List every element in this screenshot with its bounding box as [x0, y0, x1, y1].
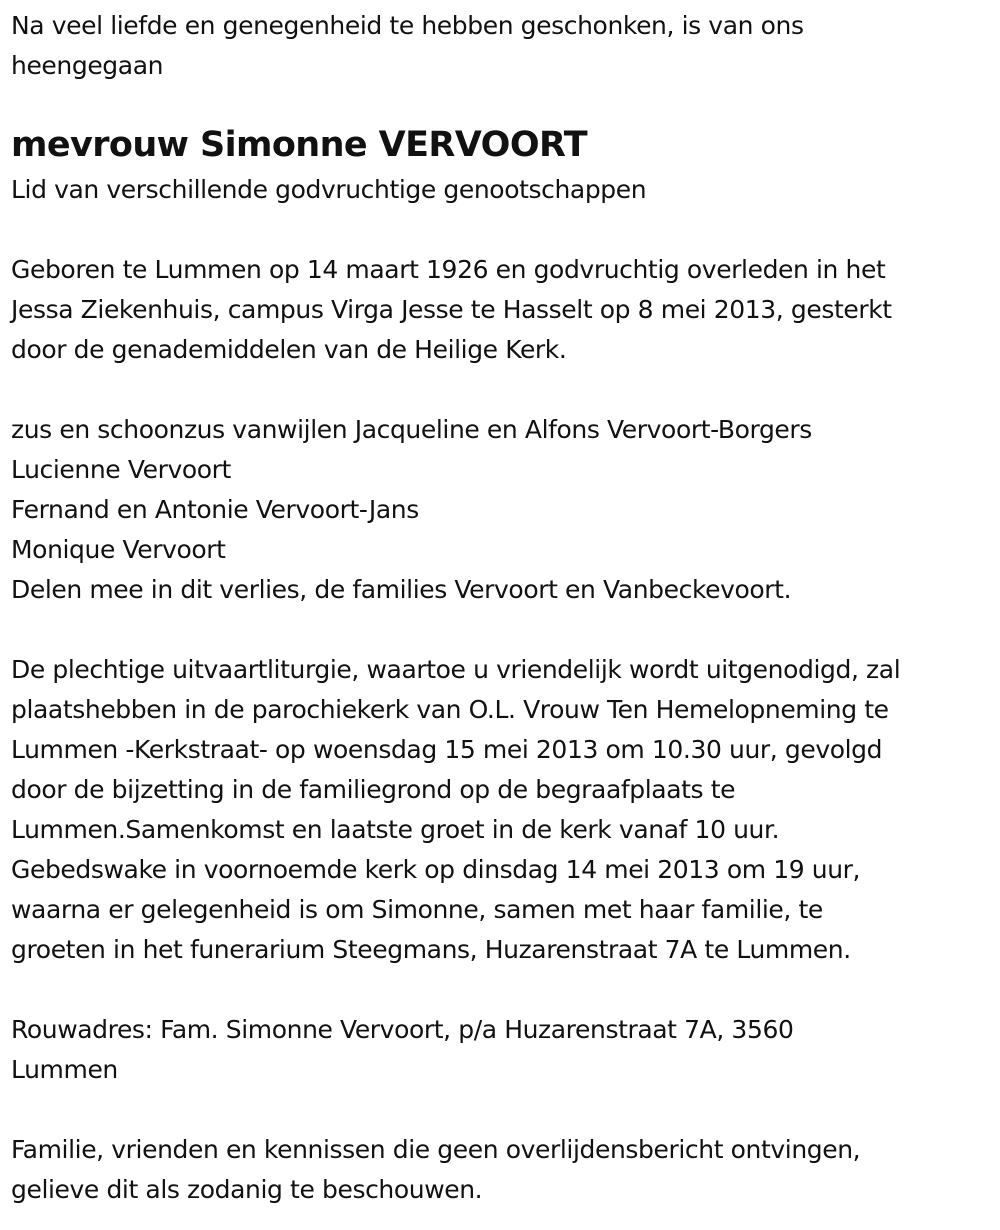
spacer: [11, 210, 996, 250]
text-line: Lummen -Kerkstraat- op woensdag 15 mei 2013 om 10.30 uur, gevolgd: [11, 735, 883, 764]
closing-paragraph: [11, 1130, 996, 1210]
text-line: heengegaan: [11, 51, 164, 80]
text-line: Lummen.Samenkomst en laatste groet in de kerk vanaf 10 uur.: [11, 815, 780, 844]
text-line: door de genademiddelen van de Heilige Kerk.: [11, 335, 567, 364]
text-line: Delen mee in dit verlies, de families Vervoort en Vanbeckevoort.: [11, 575, 792, 604]
deceased-subtitle: Lid van verschillende godvruchtige genootschappen: [11, 175, 647, 204]
text-line: Geboren te Lummen op 14 maart 1926 en godvruchtig overleden in het: [11, 255, 886, 284]
spacer: [11, 610, 996, 650]
intro-paragraph: [11, 6, 996, 86]
text-line: Jessa Ziekenhuis, campus Virga Jesse te Hasselt op 8 mei 2013, gesterkt: [11, 295, 892, 324]
text-line: Fernand en Antonie Vervoort-Jans: [11, 495, 419, 524]
text-line: zus en schoonzus vanwijlen Jacqueline en Alfons Vervoort-Borgers: [11, 415, 812, 444]
deceased-name: mevrouw Simonne VERVOORT: [11, 125, 588, 165]
funeral-paragraph: [11, 650, 996, 970]
mourning-address-paragraph: [11, 1010, 996, 1090]
text-line: waarna er gelegenheid is om Simonne, samen met haar familie, te: [11, 895, 823, 924]
text-line: Gebedswake in voornoemde kerk op dinsdag 14 mei 2013 om 19 uur,: [11, 855, 861, 884]
obituary-document: [11, 6, 996, 1210]
text-line: Lucienne Vervoort: [11, 455, 231, 484]
spacer: [11, 370, 996, 410]
text-line: gelieve dit als zodanig te beschouwen.: [11, 1175, 483, 1204]
text-line: De plechtige uitvaartliturgie, waartoe u vriendelijk wordt uitgenodigd, zal: [11, 655, 901, 684]
text-line: door de bijzetting in de familiegrond op de begraafplaats te: [11, 775, 736, 804]
spacer: [11, 1090, 996, 1130]
text-line: groeten in het funerarium Steegmans, Huzarenstraat 7A te Lummen.: [11, 935, 851, 964]
text-line: plaatshebben in de parochiekerk van O.L. Vrouw Ten Hemelopneming te: [11, 695, 889, 724]
birth-death-paragraph: [11, 250, 996, 370]
text-line: Na veel liefde en genegenheid te hebben geschonken, is van ons: [11, 11, 804, 40]
text-line: Monique Vervoort: [11, 535, 226, 564]
text-line: Familie, vrienden en kennissen die geen overlijdensbericht ontvingen,: [11, 1135, 861, 1164]
spacer: [11, 970, 996, 1010]
family-paragraph: [11, 410, 996, 610]
text-line: Rouwadres: Fam. Simonne Vervoort, p/a Huzarenstraat 7A, 3560: [11, 1015, 794, 1044]
text-line: Lummen: [11, 1055, 118, 1084]
